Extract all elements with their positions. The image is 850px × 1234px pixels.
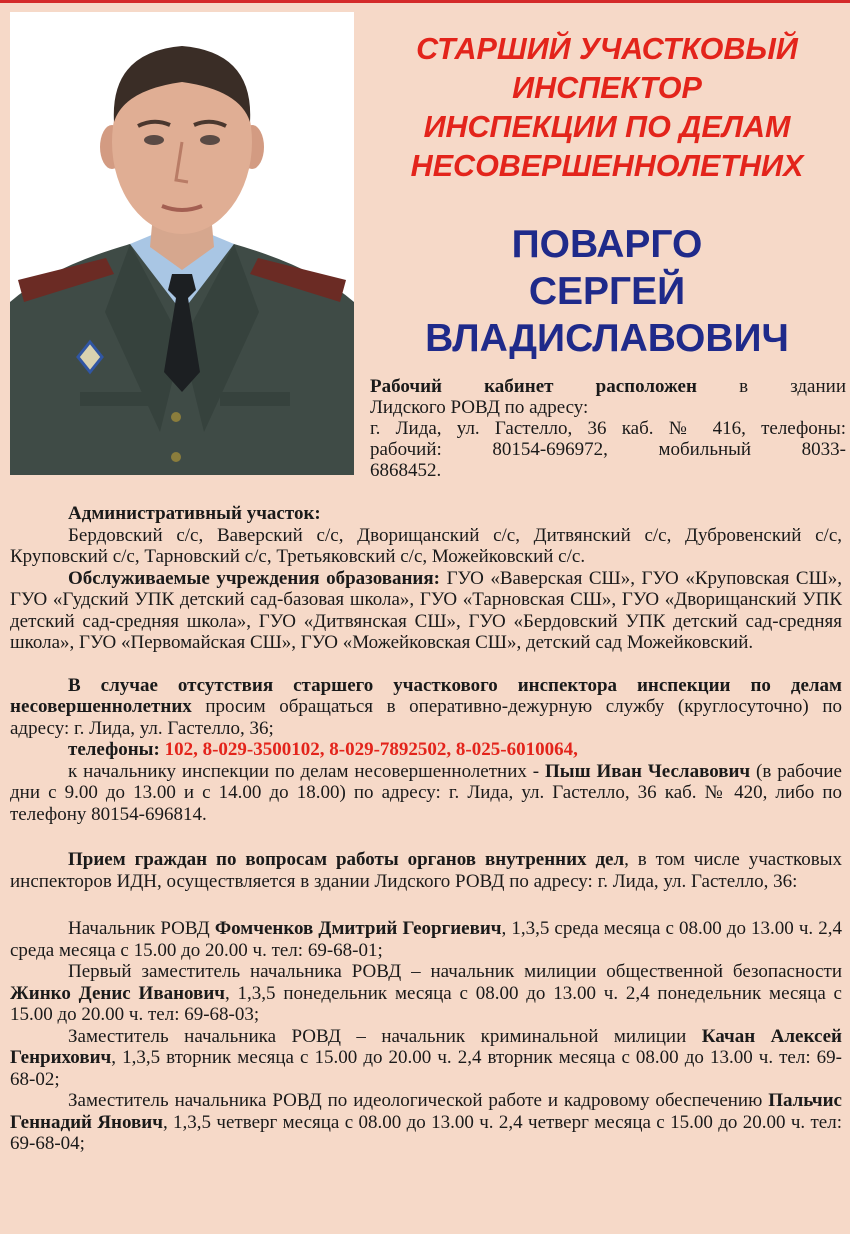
official-1: [10, 918, 842, 961]
official-1-title: Начальник РОВД: [68, 918, 215, 939]
office-info: [370, 376, 846, 481]
official-2: [10, 961, 842, 1026]
reception-paragraph: [10, 849, 842, 892]
position-line-3: ИНСПЕКЦИИ ПО ДЕЛАМ: [423, 110, 791, 144]
inspector-photo: [10, 12, 354, 475]
chief-pre: к начальнику инспекции по делам несовершеннолетних -: [68, 760, 545, 782]
official-3-title: Заместитель начальника РОВД – начальник криминальной милиции: [68, 1025, 702, 1047]
position-line-4: НЕСОВЕРШЕННОЛЕТНИХ: [410, 149, 804, 183]
official-3: [10, 1026, 842, 1091]
office-line-4: рабочий: 80154-696972, мобильный 8033-: [370, 439, 846, 460]
schools-text: ГУО «Ваверская СШ», ГУО «Круповская СШ», ГУО «Гудский УПК детский сад-базовая школа», ГУО «Тарновская СШ», ГУО «Дворищанский УПК детский сад-средняя школа», ГУО «Дитвянская СШ», ГУО «Бердовский УПК детский сад-средняя школа», ГУО «Первомайская СШ», ГУО «Можейковская СШ», детский сад Можейковский.: [10, 567, 842, 653]
schools-heading: Обслуживаемые учреждения образования:: [68, 567, 440, 589]
official-3-schedule: , 1,3,5 вторник месяца с 15.00 до 20.00 ч. 2,4 вторник месяца с 08.00 до 13.00 ч. тел: 69-68-02;: [10, 1047, 842, 1090]
position-title: [372, 30, 842, 186]
official-3-name: Качан Алексей Генрихович: [10, 1025, 842, 1068]
surname: ПОВАРГО: [511, 223, 703, 266]
office-line-2: Лидского РОВД по адресу:: [370, 397, 589, 418]
office-line-1: в здании: [696, 376, 846, 397]
district-text: Бердовский с/с, Ваверский с/с, Дворищанский с/с, Дитвянский с/с, Дубровенский с/с, Круповский с/с, Тарновский с/с, Третьяковский с/с, Можейковский с/с.: [10, 524, 842, 567]
official-2-title: Первый заместитель начальника РОВД – начальник милиции общественной безопасности: [68, 961, 842, 982]
phones-numbers: 102, 8-029-3500102, 8-029-7892502, 8-025-6010064,: [159, 739, 578, 760]
office-intro: Рабочий кабинет расположен: [370, 376, 697, 397]
official-2-name: Жинко Денис Иванович: [10, 982, 225, 1004]
official-4-schedule: , 1,3,5 четверг месяца с 08.00 до 13.00 ч. 2,4 четверг месяца с 15.00 до 20.00 ч. тел: 69-68-04;: [10, 1111, 842, 1154]
main-text: [10, 503, 842, 1155]
reception-bold: Прием граждан по вопросам работы органов внутренних дел: [68, 849, 625, 870]
phones-label: телефоны:: [68, 739, 160, 760]
absence-paragraph: [10, 675, 842, 740]
position-line-2: ИНСПЕКТОР: [512, 71, 702, 105]
official-4: [10, 1090, 842, 1155]
district-heading: Административный участок:: [68, 503, 321, 524]
chief-paragraph: [10, 761, 842, 826]
official-4-title: Заместитель начальника РОВД по идеологической работе и кадровому обеспечению: [68, 1090, 769, 1111]
official-4-name: Пальчис Геннадий Янович: [10, 1090, 842, 1133]
absence-bold: В случае отсутствия старшего участкового инспектора инспекции по делам несовершеннолетних: [10, 674, 842, 717]
first-name: СЕРГЕЙ: [528, 270, 686, 313]
schools-paragraph: [10, 568, 842, 654]
position-line-1: СТАРШИЙ УЧАСТКОВЫЙ: [416, 32, 798, 66]
reception-text: , в том числе участковых инспекторов ИДН, осуществляется в здании Лидского РОВД по адресу: г. Лида, ул. Гастелло, 36:: [10, 849, 842, 892]
official-1-schedule: , 1,3,5 среда месяца с 08.00 до 13.00 ч. 2,4 среда месяца с 15.00 до 20.00 ч. тел: 69-68-01;: [10, 918, 842, 961]
chief-name: Пыш Иван Чеславович: [544, 760, 751, 782]
chief-post: (в рабочие дни с 9.00 до 13.00 и с 14.00 до 18.00) по адресу: г. Лида, ул. Гастелло, 36 каб. № 420, либо по телефону 80154-696814.: [10, 760, 842, 825]
official-2-schedule: , 1,3,5 понедельник месяца с 08.00 до 13.00 ч. 2,4 понедельник месяца с 15.00 до 20.00 ч. тел: 69-68-03;: [10, 982, 842, 1025]
top-rule: [0, 0, 850, 3]
official-1-name: Фомченков Дмитрий Георгиевич: [214, 918, 502, 939]
patronymic: ВЛАДИСЛАВОВИЧ: [425, 317, 789, 360]
absence-text: просим обращаться в оперативно-дежурную службу (круглосуточно) по адресу: г. Лида, ул. Гастелло, 36;: [10, 696, 842, 739]
office-line-3: г. Лида, ул. Гастелло, 36 каб. № 416, телефоны:: [370, 418, 846, 439]
phones-line: [10, 739, 842, 761]
person-name: [372, 221, 842, 362]
office-line-5: 6868452.: [370, 460, 442, 481]
